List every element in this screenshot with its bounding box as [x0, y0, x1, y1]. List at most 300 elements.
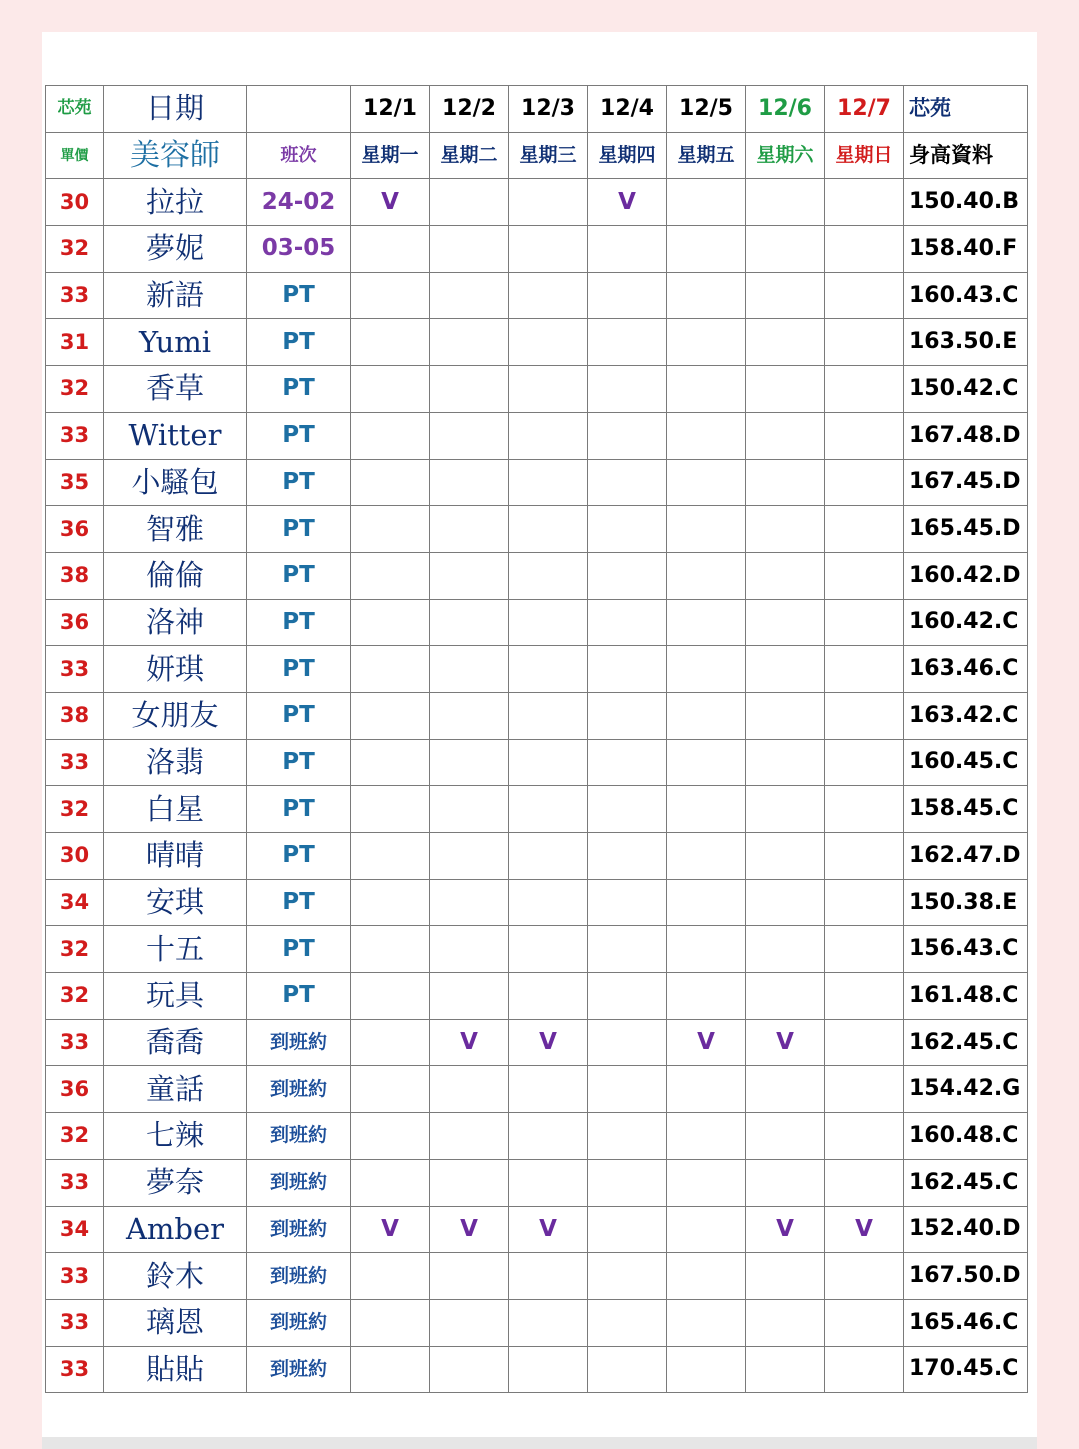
height-info-cell: 160.42.C — [904, 599, 1028, 646]
table-row — [46, 1299, 1028, 1346]
day-mark-cell — [588, 1113, 667, 1160]
shift-cell: 到班約 — [247, 1346, 351, 1393]
table-row — [46, 179, 1028, 226]
day-mark-cell — [667, 552, 746, 599]
day-mark-cell — [509, 1346, 588, 1393]
weekday-sat: 星期六 — [746, 132, 825, 179]
brand-right: 芯苑 — [904, 86, 1028, 133]
day-mark-cell — [588, 272, 667, 319]
day-mark-cell — [588, 926, 667, 973]
shift-cell: PT — [247, 646, 351, 693]
day-mark-cell — [746, 833, 825, 880]
table-row — [46, 226, 1028, 273]
shift-cell: 到班約 — [247, 1113, 351, 1160]
day-mark-cell — [430, 692, 509, 739]
day-mark-cell — [825, 646, 904, 693]
day-mark-cell — [351, 272, 430, 319]
price-cell: 36 — [46, 599, 104, 646]
day-mark-cell — [588, 1159, 667, 1206]
table-row — [46, 552, 1028, 599]
date-12-1: 12/1 — [351, 86, 430, 133]
weekday-wed: 星期三 — [509, 132, 588, 179]
height-info-cell: 160.43.C — [904, 272, 1028, 319]
day-mark-cell — [746, 739, 825, 786]
day-mark-cell — [667, 366, 746, 413]
day-mark-cell — [509, 552, 588, 599]
price-cell: 33 — [46, 1019, 104, 1066]
day-mark-cell — [430, 226, 509, 273]
price-cell: 34 — [46, 1206, 104, 1253]
day-mark-cell — [667, 646, 746, 693]
shift-cell: PT — [247, 739, 351, 786]
day-mark-cell — [825, 879, 904, 926]
stylist-name: 童話 — [104, 1066, 247, 1113]
day-mark-cell — [667, 1206, 746, 1253]
day-mark-cell — [588, 412, 667, 459]
price-cell: 36 — [46, 506, 104, 553]
day-mark-cell — [430, 1253, 509, 1300]
price-cell: 32 — [46, 926, 104, 973]
day-mark-cell — [825, 459, 904, 506]
day-mark-cell — [509, 1066, 588, 1113]
price-cell: 32 — [46, 366, 104, 413]
day-mark-cell — [667, 692, 746, 739]
day-mark-cell — [667, 879, 746, 926]
day-mark-cell — [430, 973, 509, 1020]
day-mark-cell — [746, 973, 825, 1020]
day-mark-cell — [667, 1346, 746, 1393]
day-mark-cell — [351, 1159, 430, 1206]
day-mark-cell — [588, 1206, 667, 1253]
day-mark-cell: V — [509, 1206, 588, 1253]
stylist-name: 香草 — [104, 366, 247, 413]
table-row — [46, 973, 1028, 1020]
shift-cell: 到班約 — [247, 1066, 351, 1113]
day-mark-cell — [430, 412, 509, 459]
day-mark-cell — [588, 879, 667, 926]
day-mark-cell — [430, 272, 509, 319]
day-mark-cell: V — [509, 1019, 588, 1066]
day-mark-cell — [825, 226, 904, 273]
day-mark-cell — [430, 1113, 509, 1160]
day-mark-cell — [746, 646, 825, 693]
stylist-label: 美容師 — [104, 132, 247, 179]
stylist-name: 晴晴 — [104, 833, 247, 880]
day-mark-cell — [588, 459, 667, 506]
day-mark-cell — [430, 1346, 509, 1393]
table-row — [46, 1113, 1028, 1160]
day-mark-cell — [746, 179, 825, 226]
height-info-cell: 158.45.C — [904, 786, 1028, 833]
day-mark-cell — [351, 412, 430, 459]
day-mark-cell — [667, 926, 746, 973]
day-mark-cell: V — [351, 1206, 430, 1253]
day-mark-cell — [509, 973, 588, 1020]
day-mark-cell — [430, 1299, 509, 1346]
price-cell: 33 — [46, 1253, 104, 1300]
day-mark-cell — [746, 459, 825, 506]
day-mark-cell — [588, 833, 667, 880]
day-mark-cell — [351, 506, 430, 553]
day-mark-cell — [588, 1019, 667, 1066]
header-row-labels — [46, 132, 1028, 179]
day-mark-cell — [667, 1159, 746, 1206]
price-cell: 33 — [46, 1299, 104, 1346]
price-cell: 33 — [46, 646, 104, 693]
day-mark-cell — [430, 1159, 509, 1206]
height-info-cell: 162.45.C — [904, 1159, 1028, 1206]
day-mark-cell — [746, 366, 825, 413]
stylist-name: Yumi — [104, 319, 247, 366]
day-mark-cell — [509, 319, 588, 366]
table-row — [46, 1206, 1028, 1253]
date-12-3: 12/3 — [509, 86, 588, 133]
day-mark-cell — [588, 786, 667, 833]
price-cell: 32 — [46, 786, 104, 833]
day-mark-cell — [509, 786, 588, 833]
height-info-cell: 150.40.B — [904, 179, 1028, 226]
day-mark-cell — [746, 1159, 825, 1206]
day-mark-cell — [351, 833, 430, 880]
table-row — [46, 1253, 1028, 1300]
shift-cell: PT — [247, 506, 351, 553]
day-mark-cell — [667, 506, 746, 553]
shift-cell: PT — [247, 879, 351, 926]
price-cell: 32 — [46, 226, 104, 273]
stylist-name: 安琪 — [104, 879, 247, 926]
table-row — [46, 646, 1028, 693]
day-mark-cell — [588, 599, 667, 646]
table-row — [46, 1066, 1028, 1113]
day-mark-cell — [351, 786, 430, 833]
day-mark-cell — [509, 179, 588, 226]
day-mark-cell: V — [746, 1206, 825, 1253]
shift-cell: PT — [247, 692, 351, 739]
day-mark-cell — [825, 926, 904, 973]
price-cell: 38 — [46, 552, 104, 599]
stylist-name: 智雅 — [104, 506, 247, 553]
table-row — [46, 786, 1028, 833]
shift-cell: PT — [247, 926, 351, 973]
day-mark-cell — [825, 786, 904, 833]
day-mark-cell — [509, 412, 588, 459]
day-mark-cell — [351, 459, 430, 506]
day-mark-cell — [667, 833, 746, 880]
height-info-cell: 152.40.D — [904, 1206, 1028, 1253]
day-mark-cell — [509, 739, 588, 786]
price-cell: 34 — [46, 879, 104, 926]
day-mark-cell — [667, 412, 746, 459]
height-info-cell: 158.40.F — [904, 226, 1028, 273]
day-mark-cell — [825, 1159, 904, 1206]
day-mark-cell — [351, 739, 430, 786]
stylist-name: 夢奈 — [104, 1159, 247, 1206]
unit-price-label: 單價 — [46, 132, 104, 179]
date-12-4: 12/4 — [588, 86, 667, 133]
day-mark-cell — [667, 226, 746, 273]
shift-cell: PT — [247, 973, 351, 1020]
height-info-cell: 162.47.D — [904, 833, 1028, 880]
shift-cell: PT — [247, 459, 351, 506]
day-mark-cell — [746, 1253, 825, 1300]
day-mark-cell — [509, 506, 588, 553]
day-mark-cell — [667, 272, 746, 319]
day-mark-cell — [746, 319, 825, 366]
day-mark-cell — [351, 646, 430, 693]
price-cell: 33 — [46, 412, 104, 459]
day-mark-cell — [351, 926, 430, 973]
day-mark-cell — [588, 506, 667, 553]
height-info-cell: 163.42.C — [904, 692, 1028, 739]
stylist-name: 玩具 — [104, 973, 247, 1020]
day-mark-cell — [509, 459, 588, 506]
day-mark-cell — [351, 1019, 430, 1066]
day-mark-cell — [430, 599, 509, 646]
table-row — [46, 599, 1028, 646]
day-mark-cell — [825, 692, 904, 739]
day-mark-cell — [430, 179, 509, 226]
day-mark-cell — [588, 1253, 667, 1300]
day-mark-cell — [825, 833, 904, 880]
height-label: 身高資料 — [904, 132, 1028, 179]
day-mark-cell — [825, 1299, 904, 1346]
weekday-mon: 星期一 — [351, 132, 430, 179]
day-mark-cell — [430, 739, 509, 786]
day-mark-cell — [351, 366, 430, 413]
day-mark-cell — [746, 1066, 825, 1113]
day-mark-cell — [746, 1346, 825, 1393]
day-mark-cell — [430, 646, 509, 693]
stylist-name: 七辣 — [104, 1113, 247, 1160]
stylist-name: 女朋友 — [104, 692, 247, 739]
table-row — [46, 1019, 1028, 1066]
day-mark-cell — [509, 646, 588, 693]
table-row — [46, 366, 1028, 413]
day-mark-cell — [746, 272, 825, 319]
day-mark-cell — [825, 319, 904, 366]
day-mark-cell: V — [825, 1206, 904, 1253]
day-mark-cell — [509, 1113, 588, 1160]
date-label: 日期 — [104, 86, 247, 133]
day-mark-cell — [746, 506, 825, 553]
height-info-cell: 160.48.C — [904, 1113, 1028, 1160]
day-mark-cell — [509, 692, 588, 739]
stylist-name: 小騷包 — [104, 459, 247, 506]
bottom-strip — [42, 1437, 1037, 1449]
day-mark-cell — [746, 226, 825, 273]
day-mark-cell — [825, 739, 904, 786]
shift-cell: 03-05 — [247, 226, 351, 273]
price-cell: 35 — [46, 459, 104, 506]
table-row — [46, 272, 1028, 319]
stylist-name: Amber — [104, 1206, 247, 1253]
day-mark-cell — [509, 366, 588, 413]
stylist-name: 璃恩 — [104, 1299, 247, 1346]
date-12-5: 12/5 — [667, 86, 746, 133]
height-info-cell: 160.42.D — [904, 552, 1028, 599]
day-mark-cell — [825, 1346, 904, 1393]
height-info-cell: 165.46.C — [904, 1299, 1028, 1346]
price-cell: 33 — [46, 1346, 104, 1393]
day-mark-cell — [667, 1113, 746, 1160]
day-mark-cell: V — [588, 179, 667, 226]
height-info-cell: 167.48.D — [904, 412, 1028, 459]
schedule-table — [45, 85, 1028, 1393]
price-cell: 36 — [46, 1066, 104, 1113]
weekday-thu: 星期四 — [588, 132, 667, 179]
day-mark-cell — [667, 599, 746, 646]
table-row — [46, 739, 1028, 786]
table-row — [46, 319, 1028, 366]
day-mark-cell — [746, 692, 825, 739]
day-mark-cell — [667, 319, 746, 366]
day-mark-cell — [588, 552, 667, 599]
day-mark-cell — [588, 692, 667, 739]
date-12-6: 12/6 — [746, 86, 825, 133]
weekday-sun: 星期日 — [825, 132, 904, 179]
height-info-cell: 163.46.C — [904, 646, 1028, 693]
day-mark-cell — [430, 1066, 509, 1113]
height-info-cell: 162.45.C — [904, 1019, 1028, 1066]
day-mark-cell — [667, 786, 746, 833]
price-cell: 30 — [46, 833, 104, 880]
day-mark-cell — [825, 506, 904, 553]
day-mark-cell — [825, 973, 904, 1020]
header-row-dates — [46, 86, 1028, 133]
day-mark-cell — [667, 973, 746, 1020]
price-cell: 30 — [46, 179, 104, 226]
day-mark-cell — [746, 412, 825, 459]
day-mark-cell: V — [430, 1206, 509, 1253]
price-cell: 33 — [46, 739, 104, 786]
day-mark-cell: V — [430, 1019, 509, 1066]
height-info-cell: 170.45.C — [904, 1346, 1028, 1393]
height-info-cell: 163.50.E — [904, 319, 1028, 366]
shift-cell: 到班約 — [247, 1159, 351, 1206]
shift-cell: 到班約 — [247, 1206, 351, 1253]
day-mark-cell — [588, 366, 667, 413]
price-cell: 33 — [46, 1159, 104, 1206]
shift-cell: 到班約 — [247, 1019, 351, 1066]
day-mark-cell — [825, 179, 904, 226]
stylist-name: 拉拉 — [104, 179, 247, 226]
height-info-cell: 150.38.E — [904, 879, 1028, 926]
day-mark-cell — [430, 366, 509, 413]
day-mark-cell — [746, 926, 825, 973]
day-mark-cell — [825, 366, 904, 413]
day-mark-cell — [351, 599, 430, 646]
day-mark-cell — [509, 879, 588, 926]
day-mark-cell — [351, 1346, 430, 1393]
shift-cell: PT — [247, 412, 351, 459]
brand-left: 芯苑 — [46, 86, 104, 133]
day-mark-cell — [351, 692, 430, 739]
day-mark-cell — [509, 1299, 588, 1346]
day-mark-cell — [430, 552, 509, 599]
table-row — [46, 506, 1028, 553]
date-12-2: 12/2 — [430, 86, 509, 133]
day-mark-cell — [588, 226, 667, 273]
day-mark-cell — [351, 552, 430, 599]
day-mark-cell — [351, 1299, 430, 1346]
day-mark-cell — [430, 459, 509, 506]
height-info-cell: 160.45.C — [904, 739, 1028, 786]
shift-cell: PT — [247, 599, 351, 646]
day-mark-cell — [588, 319, 667, 366]
stylist-name: 洛翡 — [104, 739, 247, 786]
shift-label: 班次 — [247, 132, 351, 179]
day-mark-cell — [588, 1299, 667, 1346]
shift-cell: PT — [247, 833, 351, 880]
day-mark-cell — [430, 319, 509, 366]
table-row — [46, 926, 1028, 973]
table-row — [46, 879, 1028, 926]
day-mark-cell — [667, 1066, 746, 1113]
day-mark-cell — [825, 1066, 904, 1113]
shift-cell: PT — [247, 786, 351, 833]
height-info-cell: 161.48.C — [904, 973, 1028, 1020]
stylist-name: 鈴木 — [104, 1253, 247, 1300]
day-mark-cell: V — [351, 179, 430, 226]
day-mark-cell — [746, 786, 825, 833]
table-row — [46, 459, 1028, 506]
day-mark-cell — [509, 926, 588, 973]
day-mark-cell — [509, 226, 588, 273]
day-mark-cell — [351, 1066, 430, 1113]
day-mark-cell — [667, 739, 746, 786]
day-mark-cell — [351, 1253, 430, 1300]
day-mark-cell — [351, 226, 430, 273]
weekday-fri: 星期五 — [667, 132, 746, 179]
day-mark-cell: V — [667, 1019, 746, 1066]
table-row — [46, 1346, 1028, 1393]
day-mark-cell — [430, 879, 509, 926]
stylist-name: 新語 — [104, 272, 247, 319]
day-mark-cell — [588, 739, 667, 786]
height-info-cell: 165.45.D — [904, 506, 1028, 553]
stylist-name: 妍琪 — [104, 646, 247, 693]
day-mark-cell — [430, 926, 509, 973]
day-mark-cell — [825, 552, 904, 599]
table-row — [46, 1159, 1028, 1206]
stylist-name: 倫倫 — [104, 552, 247, 599]
height-info-cell: 156.43.C — [904, 926, 1028, 973]
day-mark-cell — [825, 599, 904, 646]
day-mark-cell — [588, 973, 667, 1020]
day-mark-cell — [825, 412, 904, 459]
price-cell: 33 — [46, 272, 104, 319]
day-mark-cell — [746, 552, 825, 599]
stylist-name: 貼貼 — [104, 1346, 247, 1393]
day-mark-cell — [509, 1253, 588, 1300]
stylist-name: 夢妮 — [104, 226, 247, 273]
date-12-7: 12/7 — [825, 86, 904, 133]
day-mark-cell — [825, 272, 904, 319]
stylist-name: Witter — [104, 412, 247, 459]
stylist-name: 洛神 — [104, 599, 247, 646]
day-mark-cell — [746, 879, 825, 926]
day-mark-cell — [746, 1113, 825, 1160]
price-cell: 38 — [46, 692, 104, 739]
stylist-name: 白星 — [104, 786, 247, 833]
day-mark-cell — [746, 1299, 825, 1346]
shift-cell: PT — [247, 366, 351, 413]
blank-header-cell — [247, 86, 351, 133]
shift-cell: 24-02 — [247, 179, 351, 226]
table-row — [46, 833, 1028, 880]
shift-cell: 到班約 — [247, 1299, 351, 1346]
day-mark-cell — [667, 179, 746, 226]
